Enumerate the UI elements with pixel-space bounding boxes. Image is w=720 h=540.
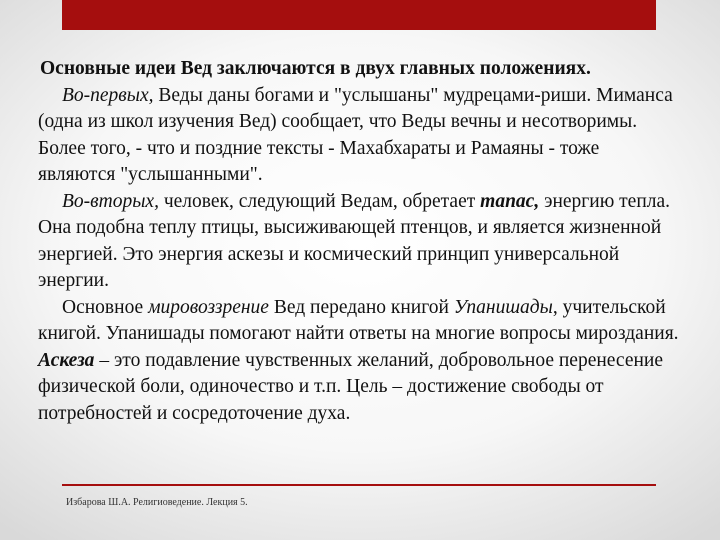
- term-tapas: тапас,: [480, 190, 540, 212]
- term-askeza: Аскеза: [38, 349, 95, 371]
- top-accent-bar: [62, 0, 656, 30]
- paragraph-second-point: [38, 189, 680, 295]
- asceticism-text: – это подавление чувственных желаний, добровольное перенесение физической боли, одиночество и т.п. Цель – достижение свободы от потребностей и сосредоточение духа.: [38, 349, 664, 424]
- first-point-lead: Во-первых,: [62, 84, 154, 106]
- slide-body: [38, 56, 680, 427]
- footer-divider: [62, 484, 656, 486]
- paragraph-worldview: [38, 295, 680, 348]
- paragraph-first-point: [38, 83, 680, 189]
- first-point-text: Веды даны богами и "услышаны" мудрецами-риши. Миманса (одна из школ изучения Вед) сообщает, что Веды вечны и несотворимы. Более того, - что и поздние тексты - Махабхараты и Рамаяны - тоже являются "услышанными".: [38, 84, 673, 185]
- worldview-text-3: , учительской книгой. Упанишады помогают найти ответы на многие вопросы мироздания.: [38, 296, 679, 344]
- term-worldview: мировоззрение: [148, 296, 269, 318]
- second-point-text-1: человек, следующий Ведам, обретает: [158, 190, 481, 212]
- footer-caption: Избарова Ш.А. Религиоведение. Лекция 5.: [66, 497, 248, 508]
- slide-title: Основные идеи Вед заключаются в двух главных положениях.: [40, 58, 591, 79]
- term-upanishads: Упанишады: [453, 296, 553, 318]
- second-point-lead: Во-вторых,: [62, 190, 159, 212]
- worldview-text-2: Вед передано книгой: [268, 296, 454, 318]
- worldview-text-1: Основное: [62, 296, 149, 318]
- second-point-text-2: энергию тепла. Она подобна теплу птицы, высиживающей птенцов, и является жизненной энергией. Это энергия аскезы и космический принцип универсальной энергии.: [38, 190, 671, 291]
- paragraph-asceticism: [38, 348, 680, 428]
